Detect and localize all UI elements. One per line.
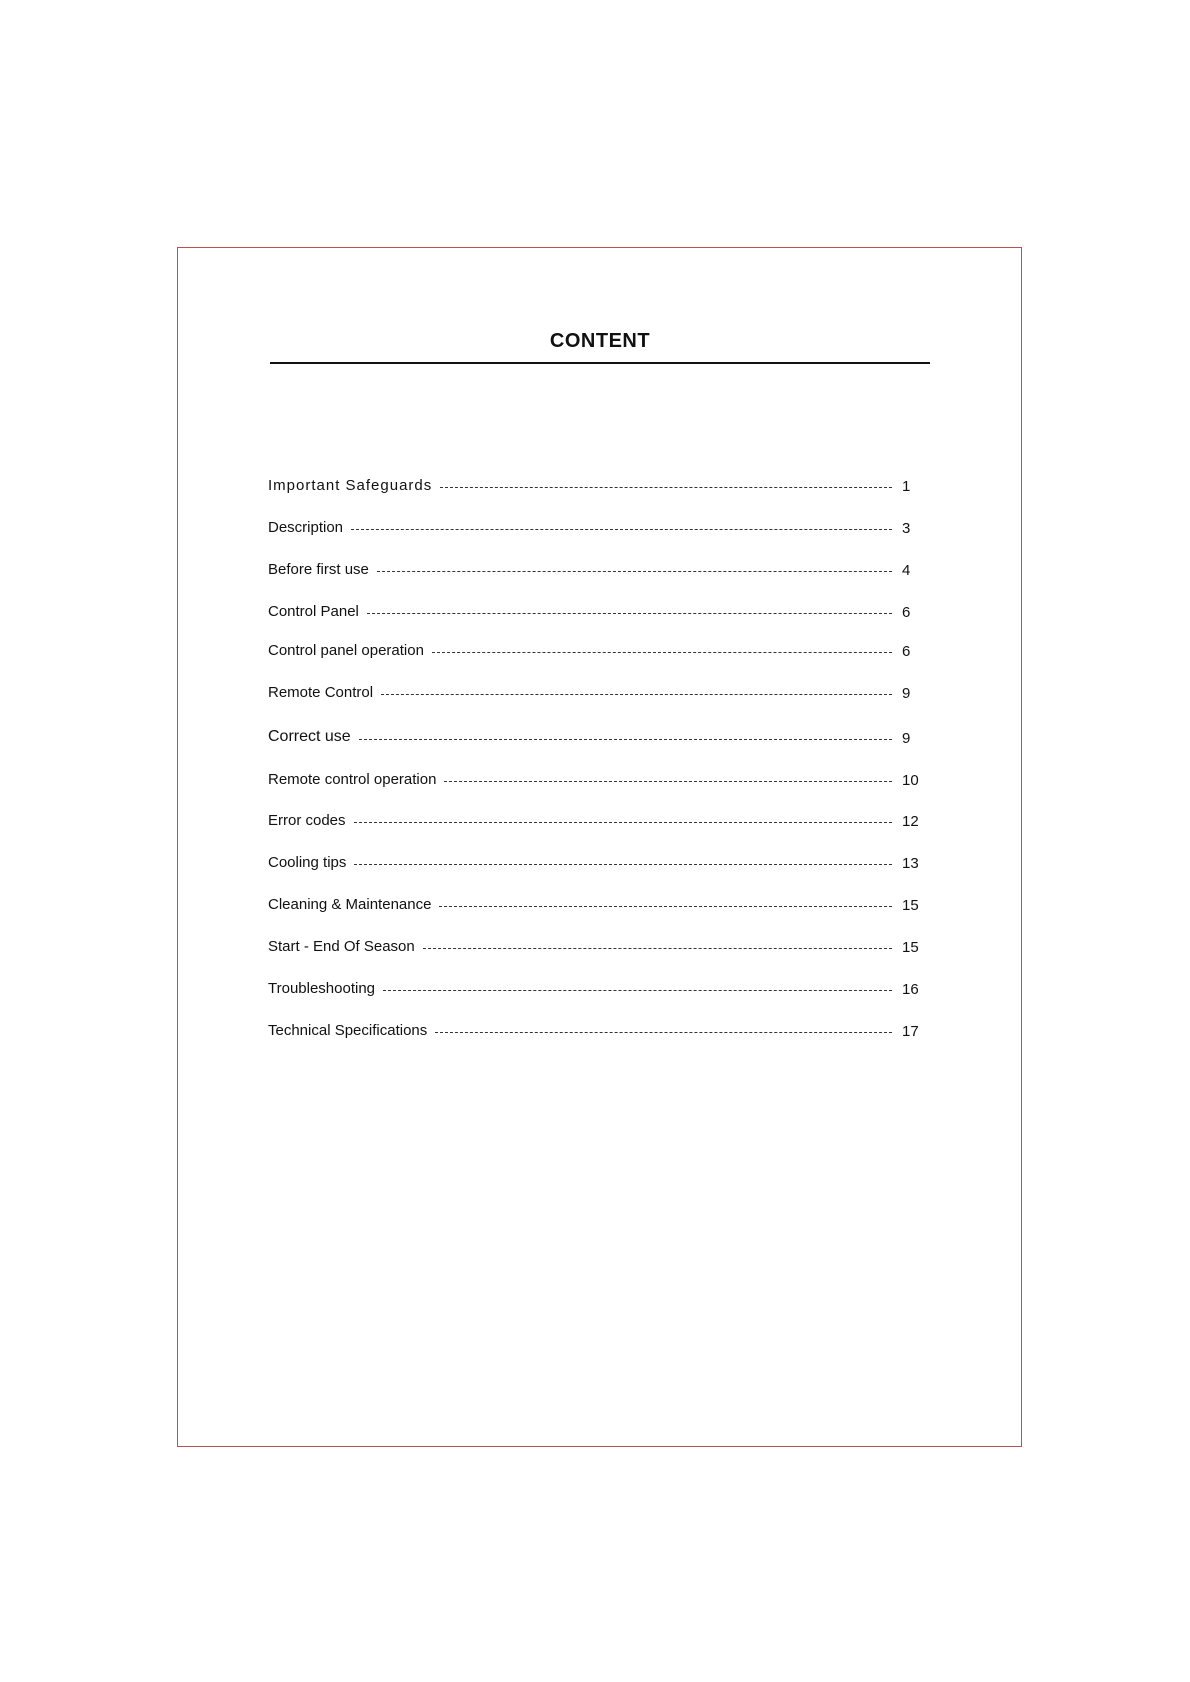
toc-dot-leader [439, 906, 892, 907]
toc-entry [268, 976, 930, 1000]
toc-dot-leader [359, 739, 892, 740]
toc-entry-label: Important Safeguards [268, 476, 433, 494]
toc-entry [268, 599, 930, 623]
toc-entry [268, 850, 930, 874]
toc-entry [268, 725, 930, 749]
toc-dot-leader [423, 948, 892, 949]
toc-dot-leader [381, 694, 892, 695]
toc-entry-label: Start - End Of Season [268, 937, 415, 955]
toc-dot-leader [367, 613, 892, 614]
toc-entry-page: 10 [902, 772, 919, 789]
toc-entry [268, 515, 930, 539]
toc-entry [268, 473, 930, 497]
toc-entry-label: Remote control operation [268, 770, 437, 788]
toc-entry [268, 638, 930, 662]
toc-entry-label: Technical Specifications [268, 1021, 428, 1039]
toc-entry-label: Correct use [268, 728, 351, 745]
toc-entry-page: 15 [902, 939, 919, 956]
toc-entry-page: 17 [902, 1023, 919, 1040]
toc-entry-label: Cleaning & Maintenance [268, 895, 432, 913]
toc-dot-leader [440, 487, 892, 488]
toc-dot-leader [444, 781, 892, 782]
toc-entry-label: Control panel operation [268, 641, 424, 659]
toc-entry-label: Before first use [268, 560, 369, 578]
toc-entry-page: 9 [902, 730, 911, 747]
toc-entry [268, 680, 930, 704]
toc-entry-page: 9 [902, 685, 911, 702]
toc-entry-label: Control Panel [268, 602, 359, 620]
toc-dot-leader [435, 1032, 892, 1033]
toc-entry-label: Cooling tips [268, 853, 347, 871]
toc-entry-page: 15 [902, 897, 919, 914]
toc-entry [268, 892, 930, 916]
toc-dot-leader [354, 822, 892, 823]
toc-entry-page: 1 [902, 478, 911, 495]
toc-entry [268, 808, 930, 832]
toc-entry-page: 16 [902, 981, 919, 998]
toc-entry-label: Error codes [268, 811, 346, 829]
toc-entry-label: Troubleshooting [268, 979, 376, 997]
toc-entry [268, 557, 930, 581]
toc-entry-page: 3 [902, 520, 911, 537]
toc-entry-label: Description [268, 518, 344, 536]
page-title: CONTENT [549, 330, 651, 352]
toc-dot-leader [354, 864, 892, 865]
toc-entry [268, 767, 930, 791]
toc-dot-leader [383, 990, 892, 991]
toc-entry-page: 12 [902, 813, 919, 830]
toc-dot-leader [432, 652, 892, 653]
toc-entry [268, 1018, 930, 1042]
toc-dot-leader [377, 571, 892, 572]
toc-entry-page: 6 [902, 604, 911, 621]
toc-entry-page: 6 [902, 643, 911, 660]
toc-entry-page: 13 [902, 855, 919, 872]
toc-entry-page: 4 [902, 562, 911, 579]
toc-entry [268, 934, 930, 958]
toc-entry-label: Remote Control [268, 683, 374, 701]
toc-dot-leader [351, 529, 892, 530]
